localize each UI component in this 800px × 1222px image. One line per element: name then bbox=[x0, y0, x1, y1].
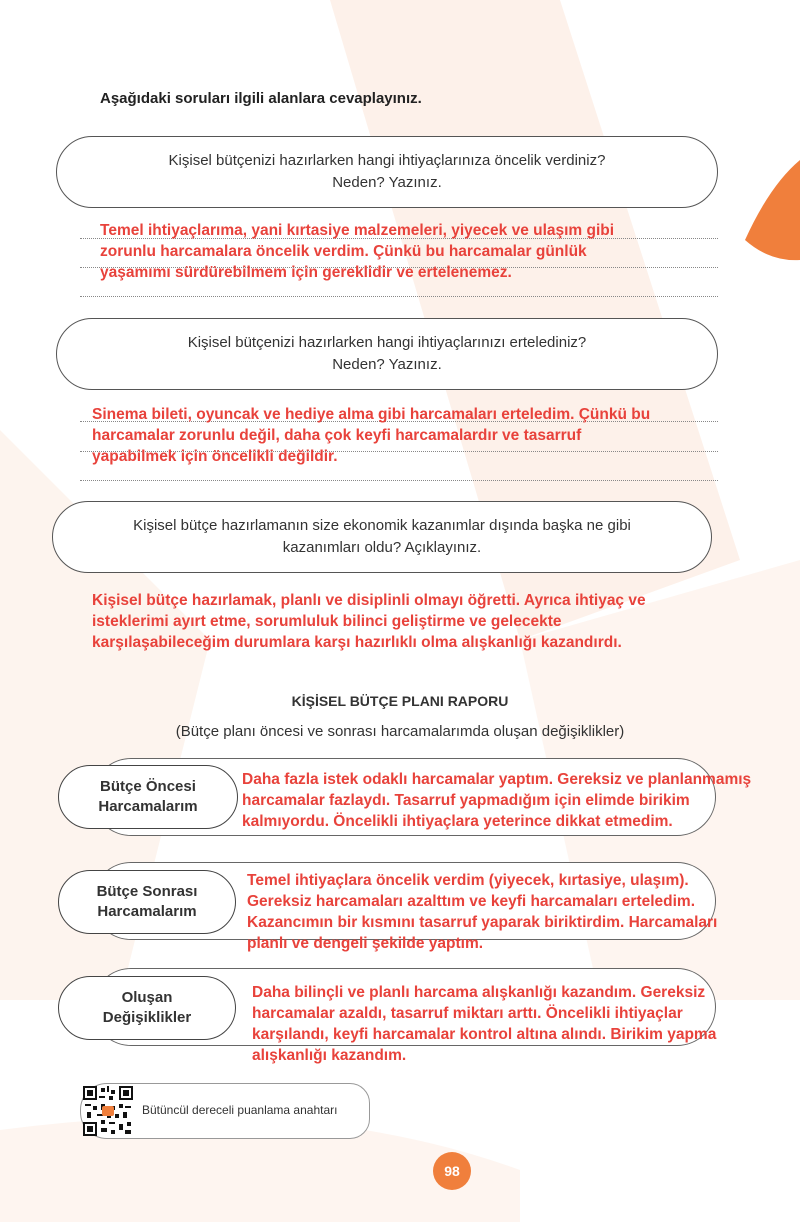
question-1-line-2: Neden? Yazınız. bbox=[332, 174, 442, 191]
answer-3-line-3: karşılaşabileceğim durumlara karşı hazırlıklı olma alışkanlığı kazandırdı. bbox=[92, 634, 622, 651]
answer-3-line-1: Kişisel bütçe hazırlamak, planlı ve disiplinli olmayı öğretti. Ayrıca ihtiyaç ve bbox=[92, 592, 646, 609]
instruction-text: Aşağıdaki soruları ilgili alanlara cevaplayınız. bbox=[100, 90, 422, 107]
page-number: 98 bbox=[433, 1152, 471, 1190]
question-box-3 bbox=[52, 501, 712, 573]
question-box-2 bbox=[56, 318, 718, 390]
report-row-answer-2 bbox=[247, 870, 717, 954]
answer-1-line-3: yaşamımı sürdürebilmem için gereklidir ve ertelenemez. bbox=[100, 264, 512, 281]
qr-link-text[interactable]: Bütüncül dereceli puanlama anahtarı bbox=[142, 1103, 338, 1117]
answer-line bbox=[80, 296, 718, 297]
report-row-2-line-1: Temel ihtiyaçlara öncelik verdim (yiyecek, kırtasiye, ulaşım). bbox=[247, 872, 689, 889]
report-row-3-line-1: Daha bilinçli ve planlı harcama alışkanlığı kazandım. Gereksiz bbox=[252, 984, 706, 1001]
report-row-answer-1 bbox=[242, 769, 751, 832]
answer-line bbox=[80, 480, 718, 481]
answer-1 bbox=[100, 220, 614, 283]
report-row-1-line-3: kalmıyordu. Öncelikli ihtiyaçlara yeterince dikkat etmedim. bbox=[242, 813, 673, 830]
answer-2-line-1: Sinema bileti, oyuncak ve hediye alma gibi harcamaları erteledim. Çünkü bu bbox=[92, 406, 651, 423]
question-box-1 bbox=[56, 136, 718, 208]
report-row-2-line-3: Kazancımın bir kısmını tasarruf yaparak biriktirdim. Harcamaları bbox=[247, 914, 718, 931]
report-row-1-line-2: harcamalar fazlaydı. Tasarruf yapmadığım için elimde birikim bbox=[242, 792, 690, 809]
answer-2-line-3: yapabilmek için öncelikli değildir. bbox=[92, 448, 338, 465]
report-row-label-1 bbox=[58, 765, 238, 829]
report-row-label-3 bbox=[58, 976, 236, 1040]
report-row-1-line-1: Daha fazla istek odaklı harcamalar yaptım. Gereksiz ve planlanmamış bbox=[242, 771, 752, 788]
report-row-label-2 bbox=[58, 870, 236, 934]
report-row-label-1-text: Bütçe Öncesi Harcamalarım bbox=[98, 778, 198, 815]
report-title: KİŞİSEL BÜTÇE PLANI RAPORU bbox=[291, 693, 509, 709]
answer-3-line-2: isteklerimi ayırt etme, sorumluluk bilinci geliştirme ve gelecekte bbox=[92, 613, 562, 630]
report-row-3-line-2: harcamalar azaldı, tasarruf miktarı arttı. Öncelikli ihtiyaçlar bbox=[252, 1005, 683, 1022]
report-row-label-2-text: Bütçe Sonrası Harcamalarım bbox=[96, 883, 198, 920]
answer-2-line-2: harcamalar zorunlu değil, daha çok keyfi harcamalardır ve tasarruf bbox=[92, 427, 582, 444]
report-row-3-line-4: alışkanlığı kazandım. bbox=[252, 1047, 407, 1064]
report-row-answer-3 bbox=[252, 982, 716, 1066]
qr-code-icon[interactable] bbox=[83, 1086, 133, 1136]
report-row-2-line-4: planlı ve dengeli şekilde yaptım. bbox=[247, 935, 484, 952]
answer-2 bbox=[92, 404, 650, 467]
answer-1-line-1: Temel ihtiyaçlarıma, yani kırtasiye malzemeleri, yiyecek ve ulaşım gibi bbox=[100, 222, 615, 239]
report-row-label-3-text: Oluşan Değişiklikler bbox=[102, 989, 192, 1026]
question-2-line-2: Neden? Yazınız. bbox=[332, 356, 442, 373]
question-3-line-2: kazanımları oldu? Açıklayınız. bbox=[282, 539, 482, 556]
question-3-line-1: Kişisel bütçe hazırlamanın size ekonomik kazanımlar dışında başka ne gibi bbox=[133, 517, 631, 534]
question-2-line-1: Kişisel bütçenizi hazırlarken hangi ihtiyaçlarınızı ertelediniz? bbox=[187, 334, 587, 351]
answer-1-line-2: zorunlu harcamalara öncelik verdim. Çünkü bu harcamalar günlük bbox=[100, 243, 587, 260]
report-subtitle: (Bütçe planı öncesi ve sonrası harcamalarımda oluşan değişiklikler) bbox=[175, 723, 625, 740]
question-1-line-1: Kişisel bütçenizi hazırlarken hangi ihtiyaçlarınıza öncelik verdiniz? bbox=[168, 152, 606, 169]
report-row-3-line-3: karşılandı, keyfi harcamalar kontrol altına alındı. Birikim yapma bbox=[252, 1026, 717, 1043]
answer-3 bbox=[92, 590, 646, 653]
report-row-2-line-2: Gereksiz harcamaları azalttım ve keyfi harcamaları erteledim. bbox=[247, 893, 696, 910]
